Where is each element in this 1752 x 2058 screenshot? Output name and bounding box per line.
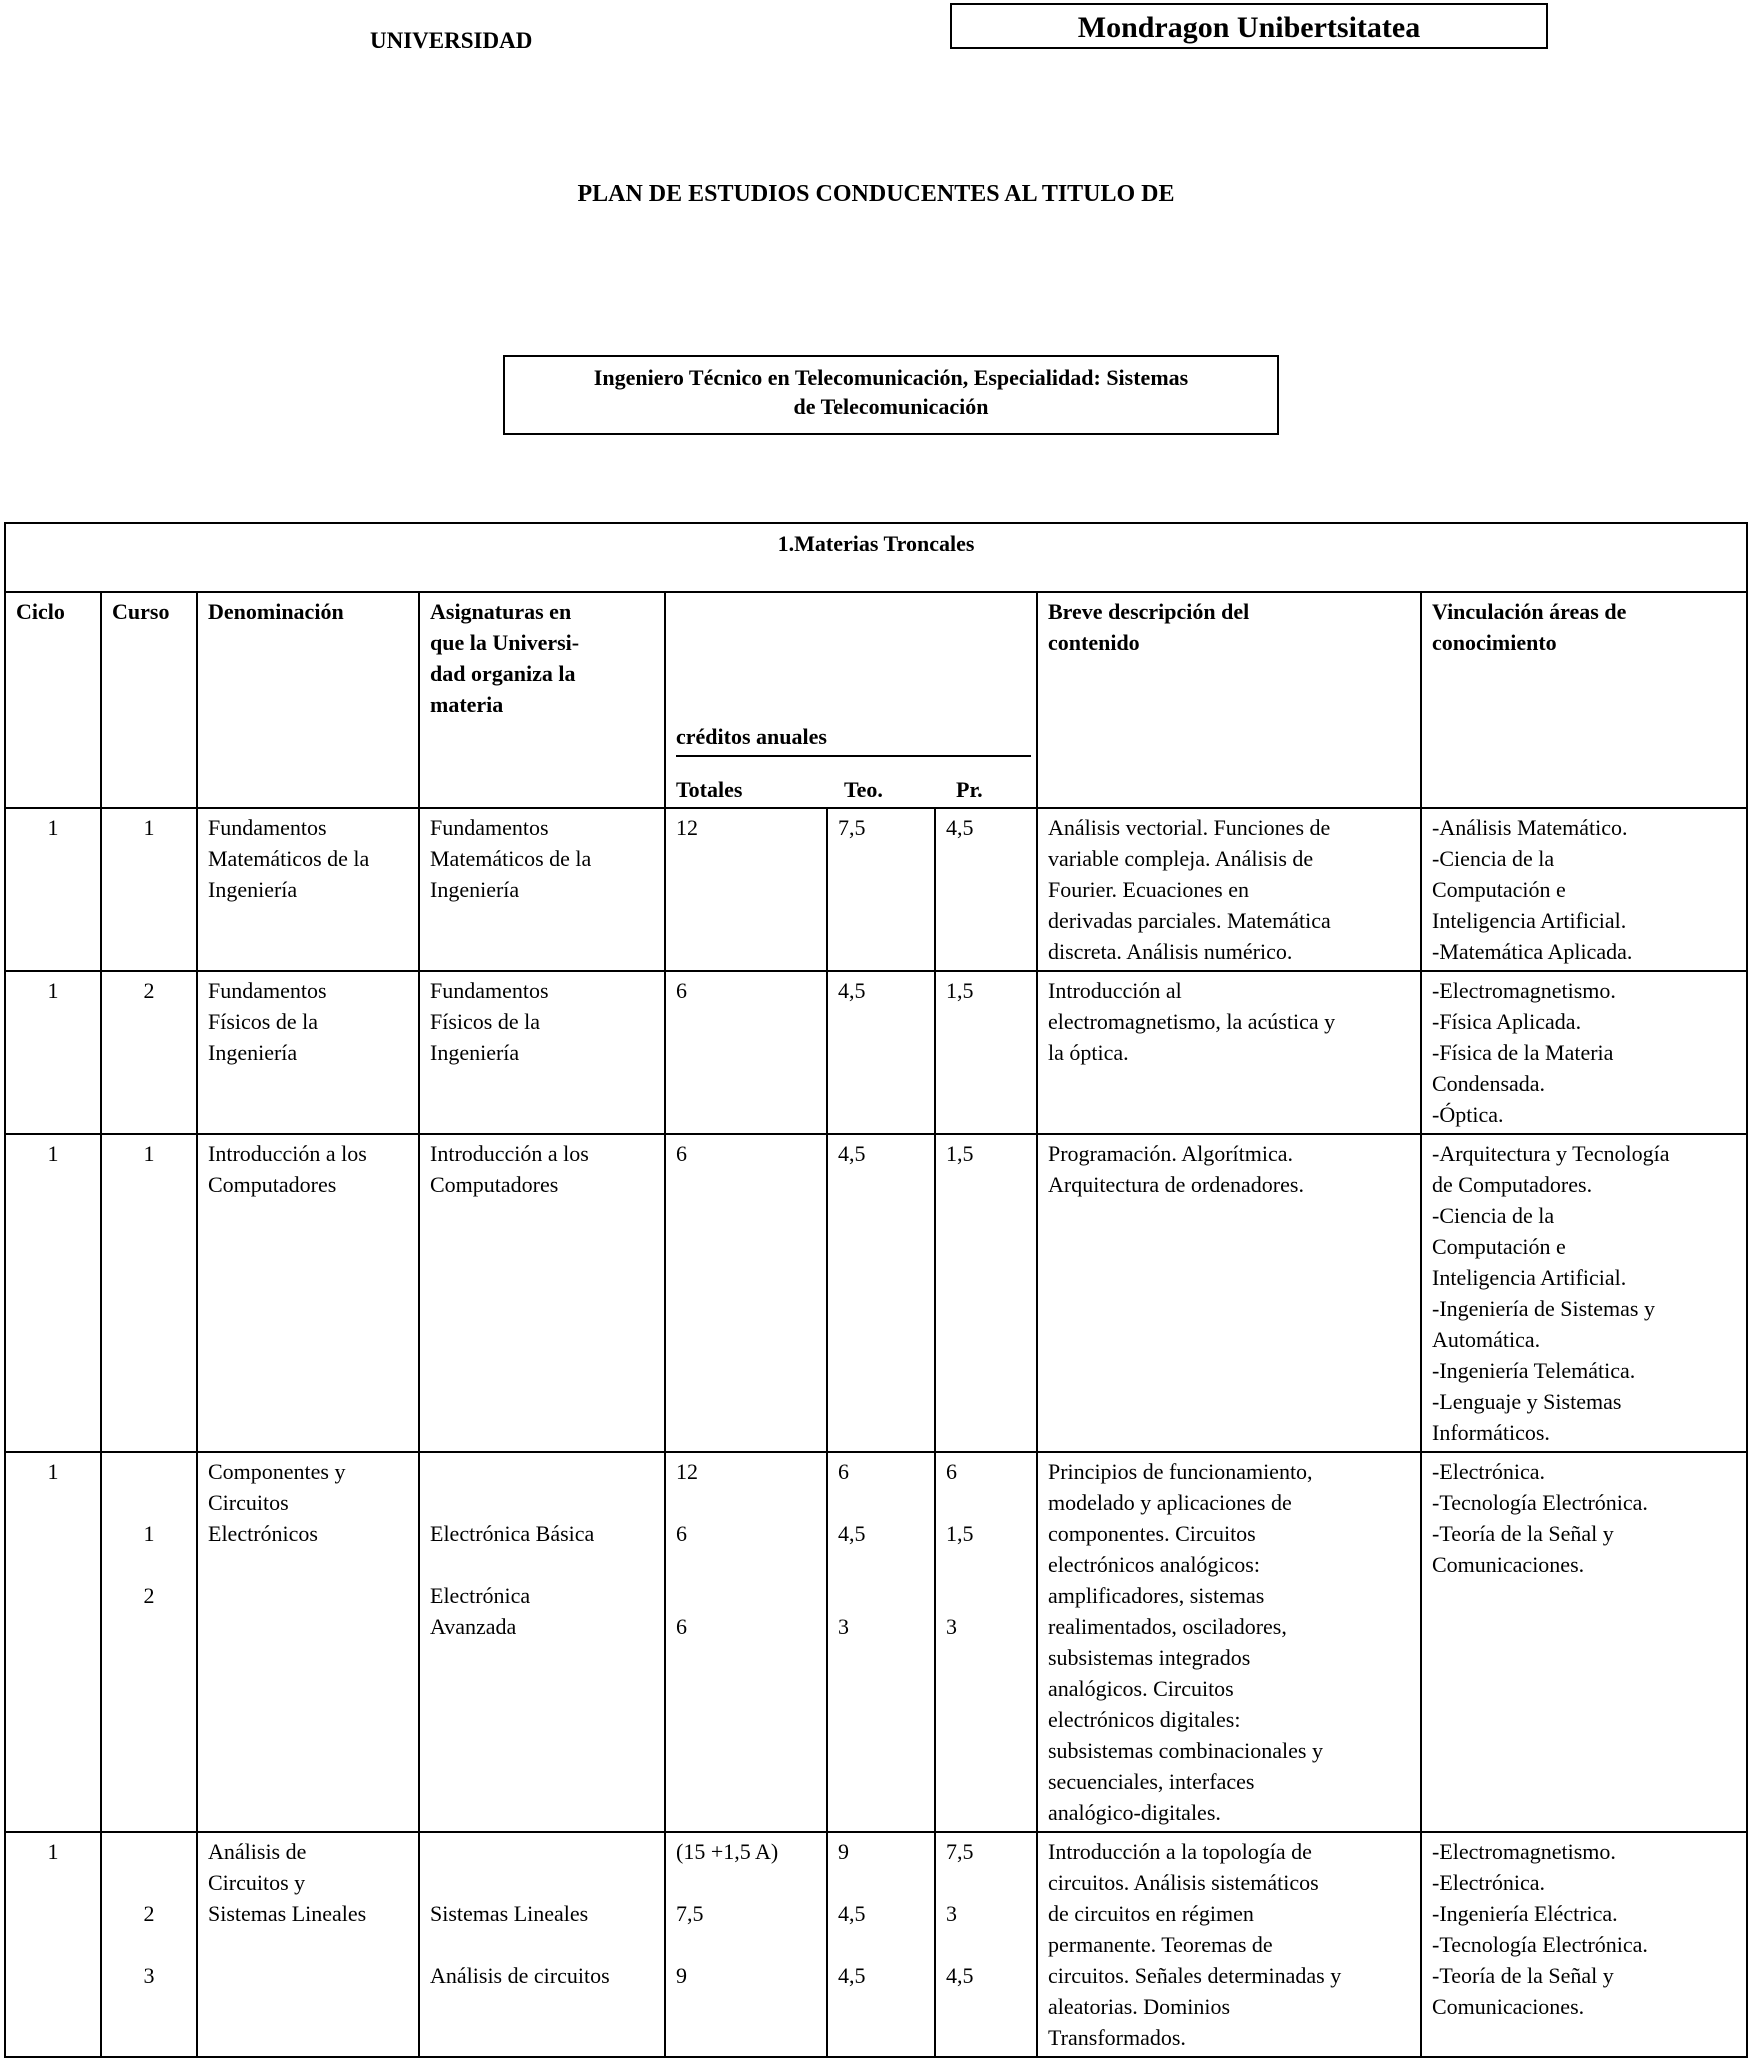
- cell-line: -Ingeniería de Sistemas y: [1432, 1296, 1655, 1321]
- cell-line: discreta. Análisis numérico.: [1048, 939, 1293, 964]
- cell-line: 2: [143, 1583, 155, 1608]
- cell-line: Ingeniería: [208, 1040, 298, 1065]
- cell-line: Electrónicos: [208, 1521, 318, 1546]
- cell-line: Automática.: [1432, 1327, 1541, 1352]
- cell-line: Computación e: [1432, 877, 1566, 902]
- header-pr: Pr.: [956, 777, 983, 802]
- cell-line: Fundamentos: [430, 978, 549, 1003]
- cell-line: electrónicos analógicos:: [1048, 1552, 1260, 1577]
- cell-line: [112, 1487, 186, 1518]
- cell-totales: [665, 1832, 827, 2057]
- cell-teo: [827, 1452, 935, 1832]
- cell-pr: 1,5: [935, 1134, 1037, 1452]
- header-row: [5, 592, 1747, 808]
- cell-line: -Física Aplicada.: [1432, 1009, 1582, 1034]
- cell-teo: 4,5: [827, 1134, 935, 1452]
- university-name-box: Mondragon Unibertsitatea: [950, 3, 1548, 49]
- cell-line: 7,5: [676, 1901, 704, 1926]
- cell-line: Programación. Algorítmica.: [1048, 1141, 1293, 1166]
- cell-pr: 1,5: [935, 971, 1037, 1134]
- cell-line: [676, 1929, 816, 1960]
- cell-line: [676, 1549, 816, 1580]
- cell-line: Electrónica Básica: [430, 1521, 595, 1546]
- universidad-label: UNIVERSIDAD: [370, 28, 533, 53]
- header-vinculacion-line: Vinculación áreas de: [1432, 599, 1627, 624]
- cell-line: Matemáticos de la: [208, 846, 370, 871]
- cell-line: 6: [676, 1521, 687, 1546]
- cell-ciclo: 1: [5, 808, 101, 971]
- cell-ciclo: 1: [5, 1134, 101, 1452]
- cell-line: Introducción a los: [430, 1141, 589, 1166]
- cell-line: -Óptica.: [1432, 1102, 1504, 1127]
- cell-line: -Análisis Matemático.: [1432, 815, 1628, 840]
- cell-line: Físicos de la: [208, 1009, 318, 1034]
- cell-line: [676, 1580, 816, 1611]
- cell-asignaturas: [419, 971, 665, 1134]
- cell-line: la óptica.: [1048, 1040, 1129, 1065]
- cell-line: Comunicaciones.: [1432, 1994, 1585, 2019]
- cell-line: -Ingeniería Eléctrica.: [1432, 1901, 1618, 1926]
- cell-line: 6: [676, 1614, 687, 1639]
- cell-line: Matemáticos de la: [430, 846, 592, 871]
- cell-line: -Tecnología Electrónica.: [1432, 1490, 1648, 1515]
- cell-line: Introducción a los: [208, 1141, 367, 1166]
- cell-denominacion: [197, 808, 419, 971]
- cell-line: [430, 1867, 654, 1898]
- cell-line: Ingeniería: [430, 877, 520, 902]
- header-asignaturas-line: Asignaturas en: [430, 599, 572, 624]
- cell-curso: 2: [101, 971, 197, 1134]
- header-descripcion-line: contenido: [1048, 630, 1140, 655]
- cell-line: 3: [838, 1614, 849, 1639]
- cell-line: Comunicaciones.: [1432, 1552, 1585, 1577]
- cell-line: de circuitos en régimen: [1048, 1901, 1254, 1926]
- cell-vinculacion: [1421, 1452, 1747, 1832]
- cell-line: circuitos. Análisis sistemáticos: [1048, 1870, 1319, 1895]
- cell-line: Fundamentos: [208, 815, 327, 840]
- cell-vinculacion: [1421, 971, 1747, 1134]
- header-creditos-underline: [676, 755, 1031, 757]
- cell-line: Electrónica: [430, 1583, 531, 1608]
- cell-line: [430, 1487, 654, 1518]
- cell-line: -Electrónica.: [1432, 1870, 1545, 1895]
- cell-line: Circuitos: [208, 1490, 289, 1515]
- cell-line: -Ingeniería Telemática.: [1432, 1358, 1636, 1383]
- cell-line: Análisis de: [208, 1839, 307, 1864]
- header-asignaturas-line: que la Universi-: [430, 630, 580, 655]
- cell-line: electrónicos digitales:: [1048, 1707, 1241, 1732]
- cell-totales: 6: [665, 971, 827, 1134]
- cell-line: -Electrónica.: [1432, 1459, 1545, 1484]
- cell-line: Inteligencia Artificial.: [1432, 1265, 1627, 1290]
- header-creditos: [665, 592, 1037, 808]
- cell-denominacion: [197, 971, 419, 1134]
- cell-line: Análisis vectorial. Funciones de: [1048, 815, 1331, 840]
- cell-line: [112, 1929, 186, 1960]
- cell-asignaturas: [419, 1452, 665, 1832]
- cell-line: [838, 1549, 924, 1580]
- table-row: [5, 1452, 1747, 1832]
- cell-ciclo: 1: [5, 971, 101, 1134]
- cell-line: Análisis de circuitos: [430, 1963, 610, 1988]
- cell-ciclo: 1: [5, 1832, 101, 2057]
- cell-line: realimentados, osciladores,: [1048, 1614, 1287, 1639]
- cell-line: Sistemas Lineales: [430, 1901, 589, 1926]
- cell-line: Fourier. Ecuaciones en: [1048, 877, 1249, 902]
- cell-line: componentes. Circuitos: [1048, 1521, 1256, 1546]
- cell-teo: 7,5: [827, 808, 935, 971]
- cell-asignaturas: [419, 1832, 665, 2057]
- cell-line: -Ciencia de la: [1432, 846, 1555, 871]
- cell-line: variable compleja. Análisis de: [1048, 846, 1314, 871]
- cell-line: [676, 1487, 816, 1518]
- cell-line: 2: [143, 1901, 155, 1926]
- cell-descripcion: [1037, 971, 1421, 1134]
- cell-totales: 12: [665, 808, 827, 971]
- cell-vinculacion: [1421, 1832, 1747, 2057]
- materias-troncales-table: [4, 522, 1748, 2058]
- cell-line: [430, 1456, 654, 1487]
- header-asignaturas-line: materia: [430, 692, 504, 717]
- cell-line: Circuitos y: [208, 1870, 306, 1895]
- cell-vinculacion: [1421, 808, 1747, 971]
- cell-ciclo: 1: [5, 1452, 101, 1832]
- cell-line: 3: [946, 1614, 957, 1639]
- cell-line: -Física de la Materia: [1432, 1040, 1614, 1065]
- cell-line: 9: [838, 1839, 849, 1864]
- cell-line: Arquitectura de ordenadores.: [1048, 1172, 1304, 1197]
- cell-line: [838, 1580, 924, 1611]
- cell-line: 3: [946, 1901, 957, 1926]
- cell-line: Computadores: [208, 1172, 337, 1197]
- cell-line: aleatorias. Dominios: [1048, 1994, 1231, 2019]
- header-asignaturas-line: dad organiza la: [430, 661, 576, 686]
- header-denominacion: Denominación: [197, 592, 419, 808]
- cell-line: [838, 1929, 924, 1960]
- cell-vinculacion: [1421, 1134, 1747, 1452]
- cell-curso: 1: [101, 808, 197, 971]
- cell-line: [946, 1867, 1026, 1898]
- cell-line: -Electromagnetismo.: [1432, 978, 1616, 1003]
- cell-line: -Teoría de la Señal y: [1432, 1963, 1614, 1988]
- cell-totales: [665, 1452, 827, 1832]
- cell-line: Sistemas Lineales: [208, 1901, 367, 1926]
- plan-title: PLAN DE ESTUDIOS CONDUCENTES AL TITULO DE: [577, 181, 1175, 207]
- header-vinculacion: [1421, 592, 1747, 808]
- cell-totales: 6: [665, 1134, 827, 1452]
- cell-pr: 4,5: [935, 808, 1037, 971]
- cell-line: subsistemas combinacionales y: [1048, 1738, 1323, 1763]
- cell-line: Introducción al: [1048, 978, 1182, 1003]
- cell-line: electromagnetismo, la acústica y: [1048, 1009, 1336, 1034]
- cell-line: secuenciales, interfaces: [1048, 1769, 1255, 1794]
- cell-line: 1: [143, 1521, 155, 1546]
- table-row: [5, 971, 1747, 1134]
- cell-line: amplificadores, sistemas: [1048, 1583, 1265, 1608]
- degree-title-box: [503, 355, 1279, 435]
- header-creditos-title: créditos anuales: [676, 724, 827, 749]
- cell-line: 1,5: [946, 1521, 974, 1546]
- cell-line: (15 +1,5 A): [676, 1839, 779, 1864]
- cell-line: [946, 1580, 1026, 1611]
- cell-line: 4,5: [946, 1963, 974, 1988]
- cell-line: 6: [946, 1459, 957, 1484]
- header-totales: Totales: [676, 777, 743, 802]
- cell-line: Físicos de la: [430, 1009, 540, 1034]
- cell-line: subsistemas integrados: [1048, 1645, 1251, 1670]
- cell-line: [676, 1867, 816, 1898]
- cell-line: [112, 1867, 186, 1898]
- cell-descripcion: [1037, 808, 1421, 971]
- cell-line: 4,5: [838, 1521, 866, 1546]
- cell-line: 12: [676, 1459, 698, 1484]
- cell-line: [430, 1929, 654, 1960]
- cell-line: 9: [676, 1963, 687, 1988]
- cell-line: -Teoría de la Señal y: [1432, 1521, 1614, 1546]
- cell-teo: [827, 1832, 935, 2057]
- cell-line: Computadores: [430, 1172, 559, 1197]
- cell-curso: [101, 1832, 197, 2057]
- cell-line: 6: [838, 1459, 849, 1484]
- header-teo: Teo.: [844, 777, 883, 802]
- cell-line: Computación e: [1432, 1234, 1566, 1259]
- header-ciclo: Ciclo: [5, 592, 101, 808]
- cell-line: [112, 1549, 186, 1580]
- cell-asignaturas: [419, 1134, 665, 1452]
- table-row: [5, 1134, 1747, 1452]
- cell-line: de Computadores.: [1432, 1172, 1593, 1197]
- cell-line: -Electromagnetismo.: [1432, 1839, 1616, 1864]
- cell-line: [112, 1456, 186, 1487]
- cell-line: Introducción a la topología de: [1048, 1839, 1312, 1864]
- cell-line: Avanzada: [430, 1614, 517, 1639]
- cell-line: [430, 1549, 654, 1580]
- cell-line: Inteligencia Artificial.: [1432, 908, 1627, 933]
- header-descripcion: [1037, 592, 1421, 808]
- cell-line: Fundamentos: [430, 815, 549, 840]
- cell-line: Condensada.: [1432, 1071, 1546, 1096]
- table-row: [5, 808, 1747, 971]
- cell-descripcion: [1037, 1832, 1421, 2057]
- header-vinculacion-line: conocimiento: [1432, 630, 1557, 655]
- section-title: 1.Materias Troncales: [5, 523, 1747, 592]
- cell-line: analógico-digitales.: [1048, 1800, 1221, 1825]
- cell-line: permanente. Teoremas de: [1048, 1932, 1273, 1957]
- cell-line: modelado y aplicaciones de: [1048, 1490, 1292, 1515]
- cell-line: 3: [143, 1963, 155, 1988]
- cell-line: Principios de funcionamiento,: [1048, 1459, 1313, 1484]
- table-row: [5, 1832, 1747, 2057]
- cell-line: analógicos. Circuitos: [1048, 1676, 1234, 1701]
- cell-denominacion: [197, 1832, 419, 2057]
- cell-line: Ingeniería: [208, 877, 298, 902]
- degree-title-line-2: de Telecomunicación: [793, 394, 989, 419]
- cell-line: [946, 1929, 1026, 1960]
- cell-denominacion: [197, 1452, 419, 1832]
- cell-pr: [935, 1452, 1037, 1832]
- cell-line: Ingeniería: [430, 1040, 520, 1065]
- cell-line: Fundamentos: [208, 978, 327, 1003]
- cell-line: -Ciencia de la: [1432, 1203, 1555, 1228]
- cell-line: [838, 1487, 924, 1518]
- cell-line: -Lenguaje y Sistemas: [1432, 1389, 1622, 1414]
- cell-line: -Arquitectura y Tecnología: [1432, 1141, 1670, 1166]
- cell-pr: [935, 1832, 1037, 2057]
- cell-line: circuitos. Señales determinadas y: [1048, 1963, 1342, 1988]
- cell-line: [946, 1487, 1026, 1518]
- header-descripcion-line: Breve descripción del: [1048, 599, 1250, 624]
- cell-descripcion: [1037, 1134, 1421, 1452]
- cell-line: derivadas parciales. Matemática: [1048, 908, 1331, 933]
- header-curso: Curso: [101, 592, 197, 808]
- cell-line: -Tecnología Electrónica.: [1432, 1932, 1648, 1957]
- cell-line: -Matemática Aplicada.: [1432, 939, 1633, 964]
- cell-teo: 4,5: [827, 971, 935, 1134]
- cell-line: 4,5: [838, 1901, 866, 1926]
- cell-descripcion: [1037, 1452, 1421, 1832]
- cell-line: [112, 1836, 186, 1867]
- cell-line: 4,5: [838, 1963, 866, 1988]
- cell-line: Informáticos.: [1432, 1420, 1550, 1445]
- header-asignaturas: [419, 592, 665, 808]
- cell-line: [838, 1867, 924, 1898]
- cell-curso: 1: [101, 1134, 197, 1452]
- cell-line: [430, 1836, 654, 1867]
- cell-line: 7,5: [946, 1839, 974, 1864]
- degree-title-line-1: Ingeniero Técnico en Telecomunicación, Especialidad: Sistemas: [593, 365, 1189, 390]
- cell-denominacion: [197, 1134, 419, 1452]
- cell-line: Componentes y: [208, 1459, 346, 1484]
- cell-curso: [101, 1452, 197, 1832]
- cell-line: Transformados.: [1048, 2025, 1186, 2050]
- cell-asignaturas: [419, 808, 665, 971]
- cell-line: [946, 1549, 1026, 1580]
